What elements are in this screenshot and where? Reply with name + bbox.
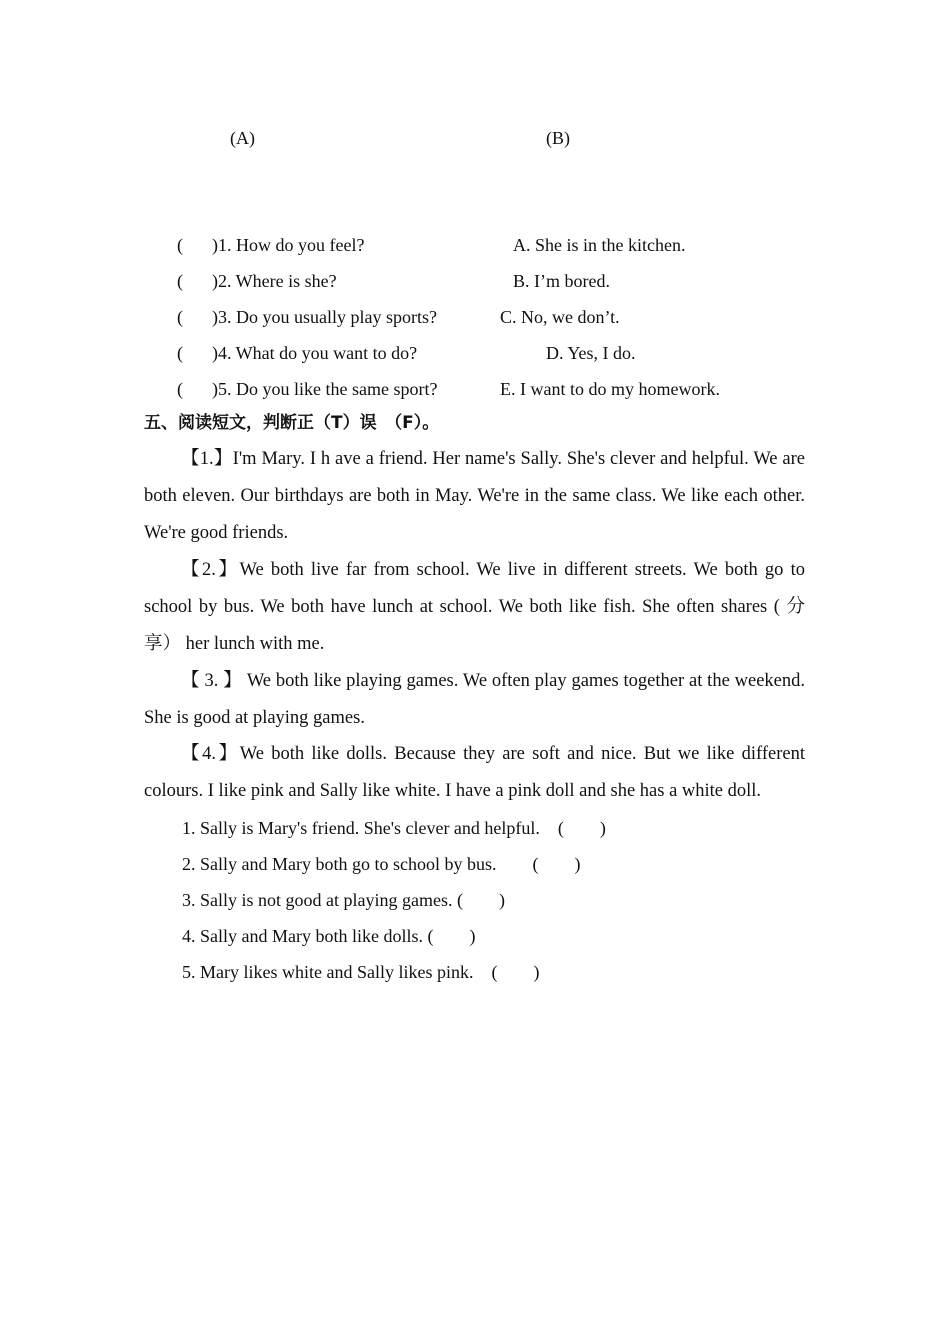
answer-blank-open[interactable]: ( xyxy=(177,235,183,255)
reading-passage-3: 【 3. 】 We both like playing games. We often play games together at the weekend. She is good at playing games. xyxy=(144,671,805,728)
column-header-b: (B) xyxy=(546,128,570,148)
matching-question: )5. Do you like the same sport? xyxy=(212,379,438,399)
matching-answer: D. Yes, I do. xyxy=(546,343,636,363)
statement-2: 2. Sally and Mary both go to school by bus. ( ) xyxy=(182,854,581,874)
column-header-a: (A) xyxy=(230,128,255,148)
reading-passage-4: 【4.】We both like dolls. Because they are soft and nice. But we like different colours. I like pink and Sally like white. I have a pink doll and she has a white doll. xyxy=(144,744,805,801)
answer-blank-open[interactable]: ( xyxy=(177,307,183,327)
reading-passage-2: 【2.】We both live far from school. We live in different streets. We both go to school by bus. We both have lunch at school. We both like fish. She often shares ( 分享） her lunch with me. xyxy=(144,560,805,654)
section-five-title: 五、阅读短文，判断正（T）误 （F）。 xyxy=(144,413,440,433)
statement-4: 4. Sally and Mary both like dolls. ( ) xyxy=(182,926,476,946)
answer-blank-open[interactable]: ( xyxy=(177,271,183,291)
statement-1: 1. Sally is Mary's friend. She's clever and helpful. ( ) xyxy=(182,818,606,838)
matching-question: )2. Where is she? xyxy=(212,271,337,291)
matching-question: )1. How do you feel? xyxy=(212,235,365,255)
matching-answer: B. I’m bored. xyxy=(513,271,610,291)
matching-answer: A. She is in the kitchen. xyxy=(513,235,686,255)
statement-3: 3. Sally is not good at playing games. ( ) xyxy=(182,890,505,910)
answer-blank-open[interactable]: ( xyxy=(177,379,183,399)
matching-question: )3. Do you usually play sports? xyxy=(212,307,437,327)
statement-5: 5. Mary likes white and Sally likes pink. ( ) xyxy=(182,962,540,982)
matching-answer: E. I want to do my homework. xyxy=(500,379,720,399)
matching-question: )4. What do you want to do? xyxy=(212,343,418,363)
answer-blank-open[interactable]: ( xyxy=(177,343,183,363)
matching-answer: C. No, we don’t. xyxy=(500,307,620,327)
reading-passage-1: 【1.】I'm Mary. I h ave a friend. Her name's Sally. She's clever and helpful. We are both eleven. Our birthdays are both in May. We're in the same class. We like each other. We're good friends. xyxy=(144,449,805,543)
